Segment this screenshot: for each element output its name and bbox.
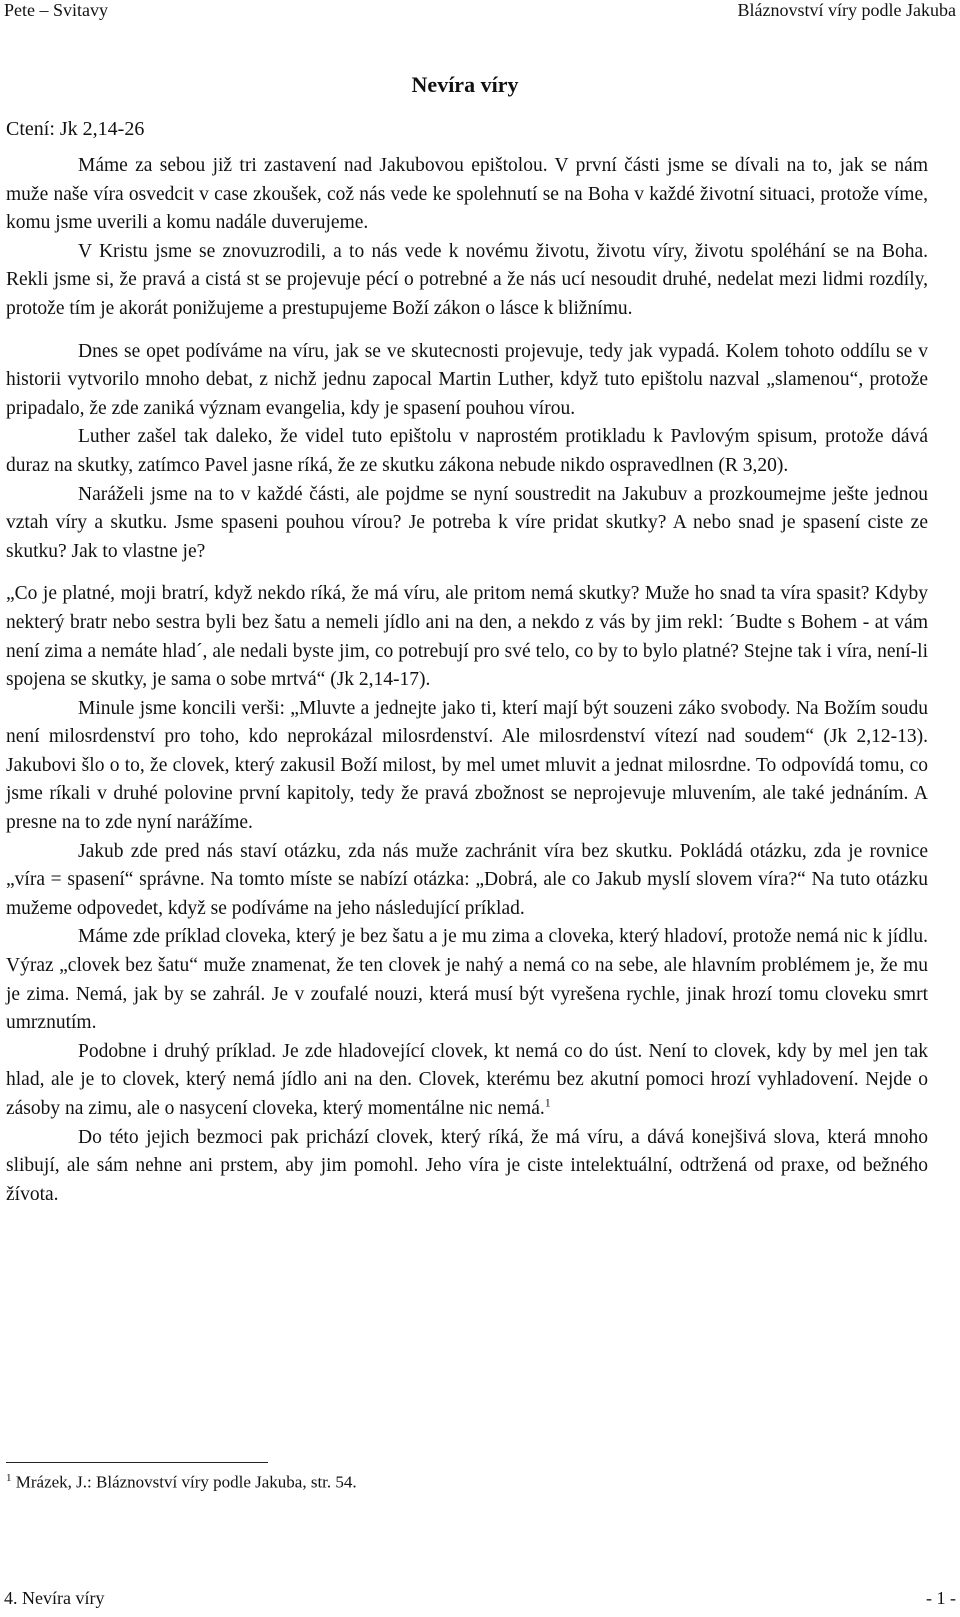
footnote bbox=[6, 1472, 357, 1493]
scripture-quote: „Co je platné, moji bratrí, když nekdo ríká, že má víru, ale pritom nemá skutky? Muže ho snad ta víra spasit? Kdyby nekterý bratr nebo sestra byli bez šatu a nemeli jídlo ani na den, a nekdo z vás by jim rekl: ´Budte s Bohem - at vám není zima a nemáte hlad´, ale nedali byste jim, co potrebují pro své telo, co by to bylo platné? Stejne tak i víra, není-li spojena se skutky, je sama o sobe mrtvá“ (Jk 2,14-17). bbox=[6, 583, 928, 691]
header-book-title: Bláznovství víry podle Jakuba bbox=[737, 0, 956, 20]
paragraph: V Kristu jsme se znovuzrodili, a to nás vede k novému životu, životu víry, životu spoléhání se na Boha. Rekli jsme si, že pravá a cistá st se projevuje pécí o potrebné a že nás ucí nesoudit druhé, nedelat mezi lidmi rozdíly, protože tím je akorát ponižujeme a prestupujeme Boží zákon o lásce k bližnímu. bbox=[6, 240, 928, 319]
page-header bbox=[4, 0, 956, 24]
header-author: Pete – Svitavy bbox=[4, 0, 108, 20]
footnote-reference[interactable]: 1 bbox=[544, 1095, 551, 1110]
paragraph: Jakub zde pred nás staví otázku, zda nás muže zachránit víra bez skutku. Pokládá otázku, zda je rovnice „víra = spasení“ správne. Na tomto míste se nabízí otázka: „Dobrá, ale co Jakub myslí slovem víra?“ Na tuto otázku mužeme odpovedet, když se podíváme na jeho následující príklad. bbox=[6, 840, 928, 919]
paragraph: Naráželi jsme na to v každé části, ale pojdme se nyní soustredit na Jakubuv a prozkoumejme ješte jednou vztah víry a skutku. Jsme spaseni pouhou vírou? Je potreba k víre pridat skutky? A nebo snad je spasení ciste ze skutku? Jak to vlastne je? bbox=[6, 483, 928, 562]
footnote-text: Mrázek, J.: Bláznovství víry podle Jakuba, str. 54. bbox=[11, 1472, 357, 1492]
paragraph: Do této jejich bezmoci pak prichází clovek, který ríká, že má víru, a dává konejšivá slova, která mnoho slibují, ale sám nehne ani prstem, aby jim pomohl. Jeho víra je ciste intelektuální, odtržená od praxe, od bežného žívota. bbox=[6, 1126, 928, 1205]
reading-reference: Ctení: Jk 2,14-26 bbox=[6, 118, 145, 140]
paragraph-with-footnote bbox=[6, 1038, 928, 1124]
paragraph: Máme za sebou již tri zastavení nad Jakubovou epištolou. V první části jsme se dívali na to, jak se nám muže naše víra osvedcit v case zkoušek, což nás vede ke spolehnutí se na Boha v každé životní situaci, protože víme, komu jsme uverili a komu nadále duverujeme. bbox=[6, 155, 928, 234]
body-text bbox=[6, 152, 928, 1209]
paragraph-text: Podobne i druhý príklad. Je zde hladovející clovek, kt nemá co do úst. Není to clovek, kdy by mel jen tak hlad, ale je to clovek, který nemá jídlo ani na den. Clovek, kterému bez akutní pomoci hrozí vyhladovení. Nejde o zásoby na zimu, ale o nasycení cloveka, který momentálne nic nemá. bbox=[6, 1040, 928, 1119]
footnote-divider bbox=[6, 1462, 268, 1463]
page-number: - 1 - bbox=[926, 1588, 956, 1608]
footnote-number: 1 bbox=[6, 1472, 12, 1484]
page-title: Nevíra víry bbox=[411, 72, 519, 97]
footer-chapter: 4. Nevíra víry bbox=[4, 1588, 105, 1608]
paragraph: Minule jsme koncili verši: „Mluvte a jednejte jako ti, kterí mají být souzeni záko svobody. Na Božím soudu není milosrdenství pro toho, kdo neprokázal milosrdenství. Ale milosrdenství vítezí nad soudem“ (Jk 2,12-13). Jakubovi šlo o to, že clovek, který zakusil Boží milost, by mel umet mluvit a jednat milosrdne. To odpovídá tomu, co jsme ríkali v druhé polovine první kapitoly, tedy že pravá zbožnost se neprojevuje mluvením, ale také jednáním. A presne na to zde nyní narážíme. bbox=[6, 697, 928, 834]
paragraph: Máme zde príklad cloveka, který je bez šatu a je mu zima a cloveka, který hladoví, protože nemá nic k jídlu. Výraz „clovek bez šatu“ muže znamenat, že ten clovek je nahý a nemá co na sebe, ale hlavním problémem je, že mu je zima. Nemá, jak by se zahrál. Je v zoufalé nouzi, která musí být vyrešena rychle, jinak hrozí tomu cloveku smrt umrznutím. bbox=[6, 926, 928, 1034]
paragraph: Dnes se opet podíváme na víru, jak se ve skutecnosti projevuje, tedy jak vypadá. Kolem tohoto oddílu se v historii vytvorilo mnoho debat, z nichž jednu zapocal Martin Luther, když tuto epištolu nazval „slamenou“, protože pripadalo, že zde zaniká význam evangelia, kdy je spasení pouhou vírou. bbox=[6, 340, 928, 419]
page-footer bbox=[4, 1588, 956, 1612]
paragraph: Luther zašel tak daleko, že videl tuto epištolu v naprostém protikladu k Pavlovým spisum, protože dává duraz na skutky, zatímco Pavel jasne ríká, že ze skutku zákona nebude nikdo ospravedlnen (R 3,20). bbox=[6, 426, 928, 476]
